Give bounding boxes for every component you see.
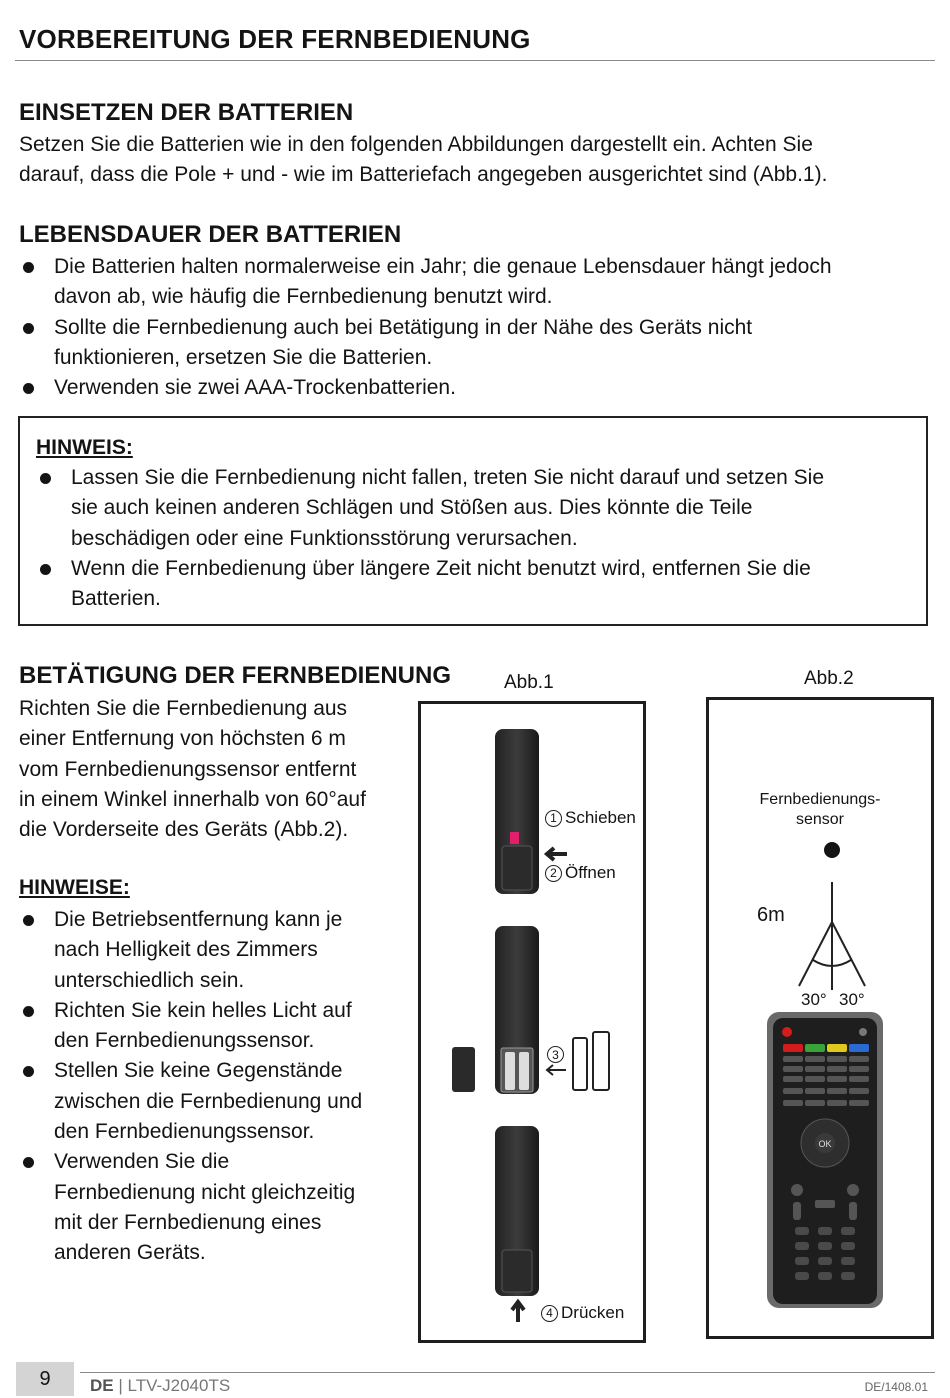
section-heading-operation: BETÄTIGUNG DER FERNBEDIENUNG bbox=[19, 662, 452, 689]
step-number-icon: 1 bbox=[545, 810, 562, 827]
hints-heading: HINWEISE: bbox=[19, 876, 130, 899]
arrow-left-icon bbox=[547, 1065, 566, 1075]
distance-label: 6m bbox=[757, 904, 785, 926]
battery-life-list bbox=[19, 252, 919, 403]
slide-marker-icon bbox=[510, 832, 519, 844]
list-item: Richten Sie kein helles Licht auf den Fernbedienungssensor. bbox=[19, 996, 409, 1057]
page-title: VORBEREITUNG DER FERNBEDIENUNG bbox=[19, 24, 531, 54]
bullet-icon bbox=[23, 915, 34, 926]
arrow-left-icon bbox=[547, 848, 567, 860]
battery-cover-icon bbox=[452, 1047, 475, 1092]
step-number-icon: 4 bbox=[541, 1305, 558, 1322]
step-number-icon: 3 bbox=[547, 1046, 564, 1063]
bullet-icon bbox=[23, 262, 34, 273]
list-item: Wenn die Fernbedienung über längere Zeit nicht benutzt wird, entfernen Sie die Batterien. bbox=[36, 554, 916, 615]
bullet-icon bbox=[23, 383, 34, 394]
note-heading: HINWEIS: bbox=[36, 436, 133, 459]
step-number-icon: 2 bbox=[545, 865, 562, 882]
bullet-icon bbox=[23, 323, 34, 334]
text-line: darauf, dass die Pole + und - wie im Batteriefach angegeben ausgerichtet sind (Abb.1). bbox=[19, 163, 828, 187]
paragraph-insert bbox=[19, 130, 827, 191]
angle-left-label: 30° bbox=[801, 990, 827, 1009]
list-item: Die Betriebsentfernung kann je nach Helligkeit des Zimmers unterschiedlich sein. bbox=[19, 905, 409, 996]
list-item: Verwenden sie zwei AAA-Trockenbatterien. bbox=[19, 373, 919, 403]
arrow-up-icon bbox=[512, 1302, 524, 1322]
bullet-icon bbox=[23, 1157, 34, 1168]
note-list bbox=[36, 463, 916, 614]
list-item: Sollte die Fernbedienung auch bei Betätigung in der Nähe des Geräts nicht funktionieren, ersetzen Sie die Batterien. bbox=[19, 313, 919, 374]
section-heading-battery-life: LEBENSDAUER DER BATTERIEN bbox=[19, 221, 402, 248]
figure-1 bbox=[418, 701, 646, 1343]
battery-icon bbox=[593, 1032, 609, 1090]
list-item: Lassen Sie die Fernbedienung nicht fallen, treten Sie nicht darauf und setzen Sie sie auch keinen anderen Schlägen und Stößen aus. Dies könnte die Teile beschädigen oder eine Funktionsstörung verursachen. bbox=[36, 463, 916, 554]
bullet-icon bbox=[40, 473, 51, 484]
remote-front-illustration bbox=[709, 700, 931, 1336]
sensor-label: Fernbedienungs- sensor bbox=[759, 791, 881, 828]
figure-2-label: Abb.2 bbox=[804, 668, 854, 689]
step-4: 4 Drücken bbox=[541, 1303, 624, 1323]
note-box bbox=[18, 416, 928, 626]
list-item: Verwenden Sie die Fernbedienung nicht gleichzeitig mit der Fernbedienung eines anderen Geräts. bbox=[19, 1147, 409, 1268]
battery-icon bbox=[573, 1038, 587, 1090]
bullet-icon bbox=[23, 1006, 34, 1017]
section-heading-insert: EINSETZEN DER BATTERIEN bbox=[19, 99, 354, 126]
angle-right-label: 30° bbox=[839, 990, 865, 1009]
paragraph-operation: Richten Sie die Fernbedienung aus einer Entfernung von höchsten 6 m vom Fernbedienungssensor entfernt in einem Winkel innerhalb von 60°auf die Vorderseite des Geräts (Abb.2). bbox=[19, 697, 366, 842]
bullet-icon bbox=[23, 1066, 34, 1077]
list-item: Die Batterien halten normalerweise ein Jahr; die genaue Lebensdauer hängt jedoch davon ab, wie häufig die Fernbedienung benutzt wird. bbox=[19, 252, 919, 313]
footer-divider bbox=[80, 1372, 935, 1373]
hints-list bbox=[19, 905, 409, 1269]
page-number: 9 bbox=[16, 1362, 74, 1396]
bullet-icon bbox=[40, 564, 51, 575]
step-1: 1 Schieben bbox=[545, 808, 636, 828]
sensor-dot-icon bbox=[824, 842, 840, 858]
text-line: Setzen Sie die Batterien wie in den folgenden Abbildungen dargestellt ein. Achten Sie bbox=[19, 133, 813, 156]
step-2: 2 Öffnen bbox=[545, 863, 616, 883]
ok-button-label: OK bbox=[818, 1139, 832, 1149]
list-item: Stellen Sie keine Gegenstände zwischen die Fernbedienung und den Fernbedienungssensor. bbox=[19, 1056, 409, 1147]
footer-doc-code: DE/1408.01 bbox=[864, 1380, 928, 1394]
figure-1-label: Abb.1 bbox=[504, 672, 554, 693]
battery-steps-illustration bbox=[421, 704, 643, 1340]
step-3 bbox=[547, 1046, 564, 1063]
figure-2 bbox=[706, 697, 934, 1339]
title-divider bbox=[15, 60, 935, 61]
footer-document-label: DE | LTV-J2040TS bbox=[90, 1376, 231, 1395]
